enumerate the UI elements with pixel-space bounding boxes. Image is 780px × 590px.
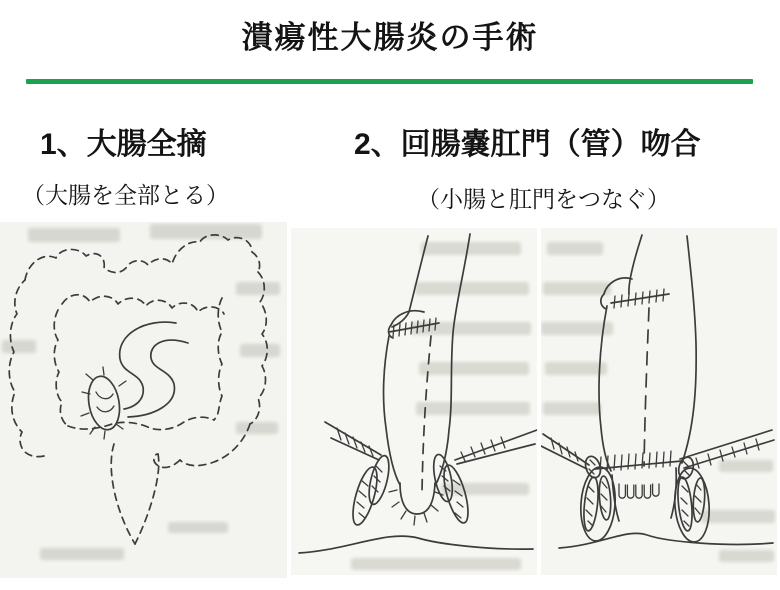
figure-pouch-anal-anastomosis xyxy=(291,228,537,575)
section-1-heading: 1、大腸全摘 xyxy=(40,128,207,161)
pouch-anal-diagram-svg xyxy=(291,228,537,575)
figure-pouch-anal-canal-anastomosis xyxy=(541,228,777,575)
colon-diagram-svg xyxy=(0,222,287,578)
section-1-caption: （大腸を全部とる） xyxy=(22,182,229,208)
figure-total-colectomy xyxy=(0,222,287,578)
slide-title: 潰瘍性大腸炎の手術 xyxy=(241,20,539,55)
section-2-heading: 2、回腸嚢肛門（管）吻合 xyxy=(354,128,701,161)
title-underline xyxy=(26,79,753,84)
pouch-anal-canal-diagram-svg xyxy=(541,228,777,575)
section-2-caption: （小腸と肛門をつなぐ） xyxy=(417,186,670,212)
